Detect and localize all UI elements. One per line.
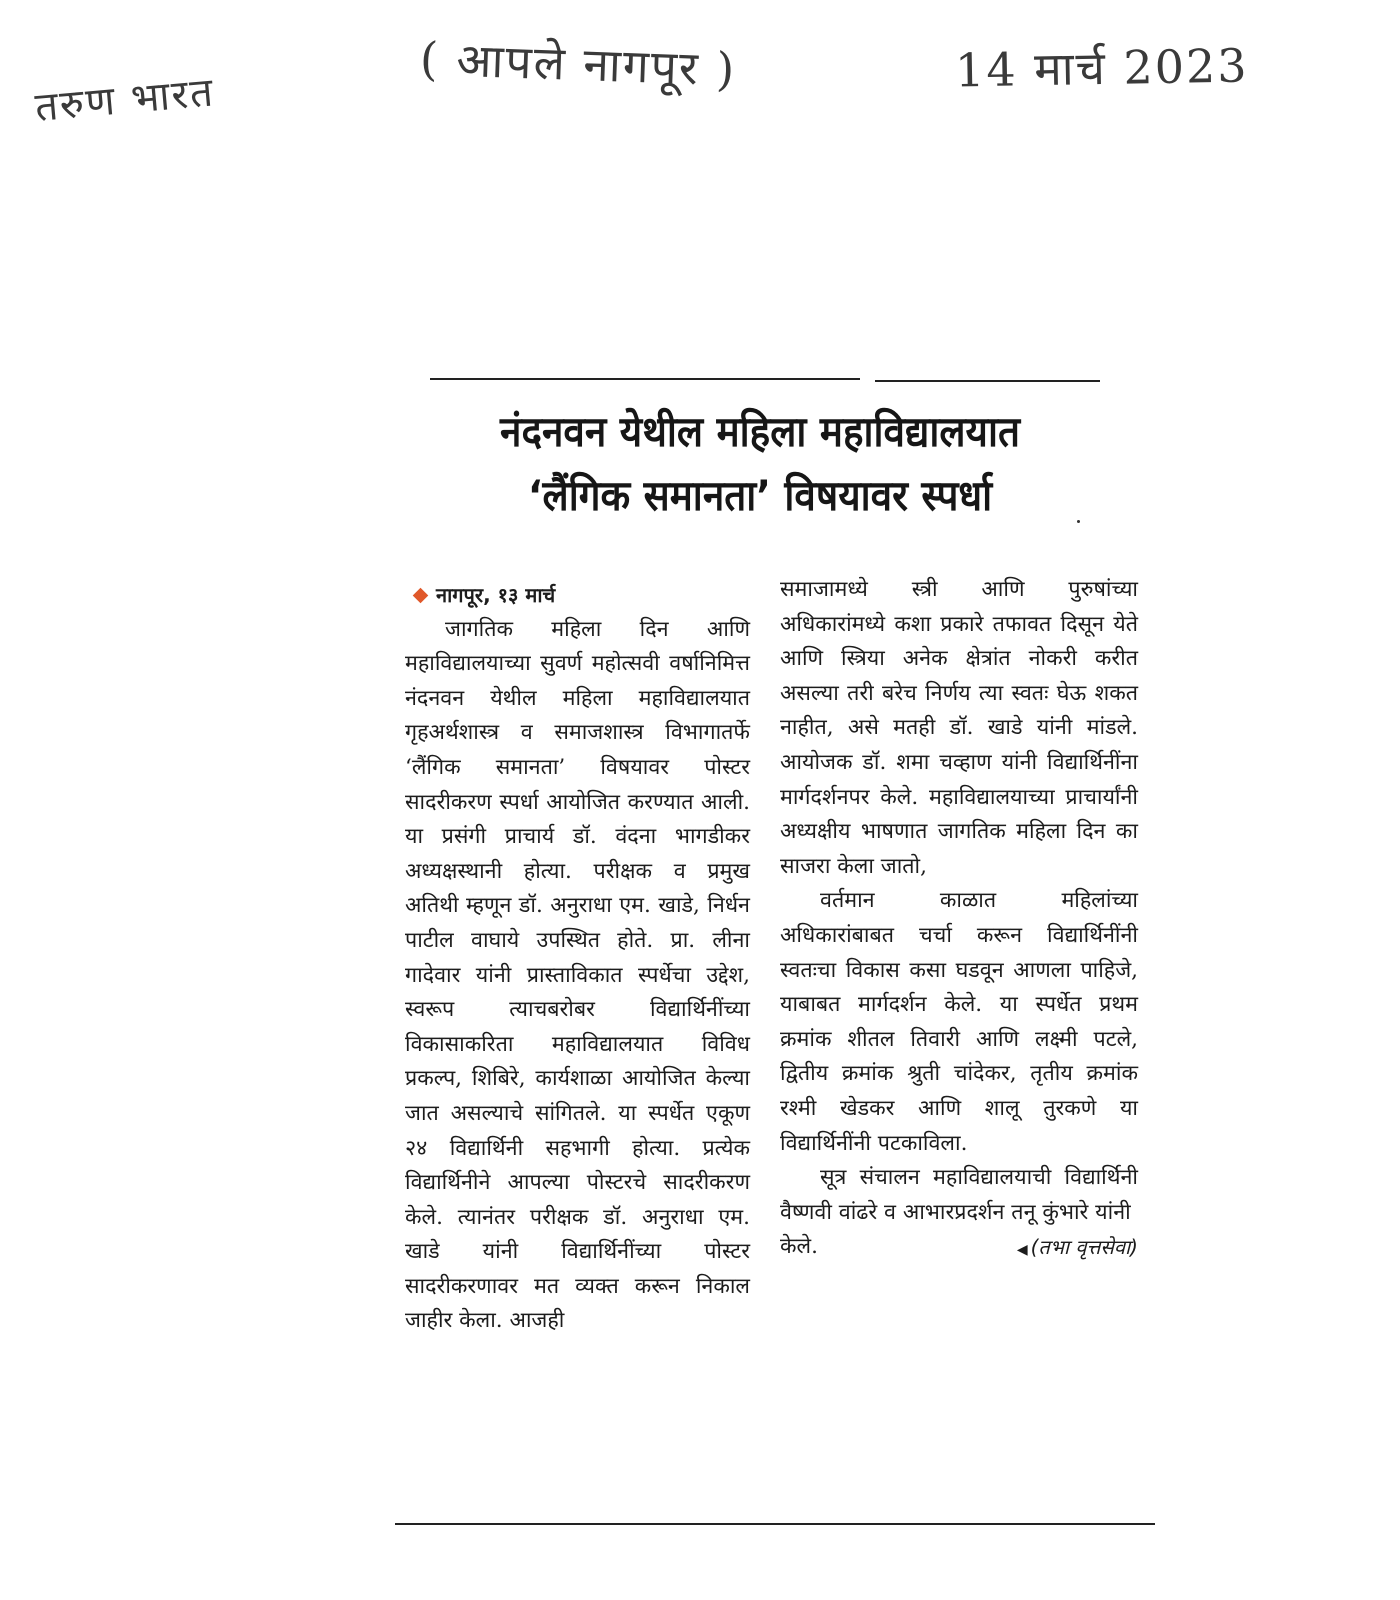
annotation-date: 14 मार्च 2023 [954,38,1249,98]
print-speck [1077,520,1080,523]
article-dateline [405,578,750,613]
bottom-rule [395,1523,1155,1525]
article-paragraph: वर्तमान काळात महिलांच्या अधिकारांबाबत चर्चा करून विद्यार्थिनींनी स्वतःचा विकास कसा घडवून आणला पाहिजे, याबाबत मार्गदर्शन केले. या स्पर्धेत प्रथम क्रमांक शीतल तिवारी आणि लक्ष्मी पटले, द्वितीय क्रमांक श्रुती चांदेकर, तृतीय क्रमांक रश्मी खेडकर आणि शालू तुरकणे या विद्यार्थिनींनी पटकाविला. [780,888,1138,1156]
article-credit-line [780,1230,1138,1268]
article-paragraph: जागतिक महिला दिन आणि महाविद्यालयाच्या सुवर्ण महोत्सवी वर्षानिमित्त नंदनवन येथील महिला महाविद्यालयात गृहअर्थशास्त्र व समाजशास्त्र विभागातर्फे ‘लैंगिक समानता’ विषयावर पोस्टर सादरीकरण स्पर्धा आयोजित करण्यात आली. या प्रसंगी प्राचार्य डॉ. वंदना भागडीकर अध्यक्षस्थानी होत्या. परीक्षक व प्रमुख अतिथी म्हणून डॉ. अनुराधा एम. खाडे, निर्धन पाटील वाघाये उपस्थित होते. प्रा. लीना गादेवार यांनी प्रास्ताविकात स्पर्धेचा उद्देश, स्वरूप त्याचबरोबर विद्यार्थिनींच्या विकासाकरिता महाविद्यालयात विविध प्रकल्प, शिबिरे, कार्यशाळा आयोजित केल्या जात असल्याचे सांगितले. या स्पर्धेत एकूण २४ विद्यार्थिनी सहभागी होत्या. प्रत्येक विद्यार्थिनीने आपल्या पोस्टरचे सादरीकरण केले. त्यानंतर परीक्षक डॉ. अनुराधा एम. खाडे यांनी विद्यार्थिनींच्या पोस्टर सादरीकरणावर मत व्यक्त करून निकाल जाहीर केला. आजही [405,616,750,1334]
closing-text: केले. [780,1234,818,1260]
article-headline [424,400,1096,528]
handwritten-annotation [35,30,1365,150]
dateline-text: नागपूर, १३ मार्च [436,583,556,607]
triangle-marker-icon: ◀ [1016,1242,1028,1259]
article-paragraph: समाजामध्ये स्त्री आणि पुरुषांच्या अधिकारांमध्ये कशा प्रकारे तफावत दिसून येते आणि स्त्रिया अनेक क्षेत्रांत नोकरी करीत असल्या तरी बरेच निर्णय त्या स्वतः घेऊ शकत नाहीत, असे मतही डॉ. खाडे यांनी मांडले. आयोजक डॉ. शमा चव्हाण यांनी विद्यार्थिनींना मार्गदर्शनपर केले. महाविद्यालयाच्या प्राचार्यांनी अध्यक्षीय भाषणात जागतिक महिला दिन का साजरा केला जातो, [780,577,1138,879]
newspaper-clipping [395,370,1185,1570]
annotation-newspaper-name: तरुण भारत [33,69,217,131]
news-service-credit: (तभा वृत्तसेवा) [1030,1235,1138,1260]
article-column-right [780,573,1138,1268]
article-column-left [405,578,750,1339]
top-rule-right [875,380,1100,382]
headline-line-2: ‘लैंगिक समानता’ विषयावर स्पर्धा [527,471,993,520]
top-rule-left [430,378,860,380]
article-paragraph: सूत्र संचालन महाविद्यालयाची विद्यार्थिनी वैष्णवी वांढरे व आभारप्रदर्शन तनू कुंभारे यांनी [780,1165,1138,1225]
headline-line-1: नंदनवन येथील महिला महाविद्यालयात [500,407,1020,456]
annotation-section-name: ( आपले नागपूर ) [419,31,738,97]
diamond-bullet-icon [413,588,429,604]
